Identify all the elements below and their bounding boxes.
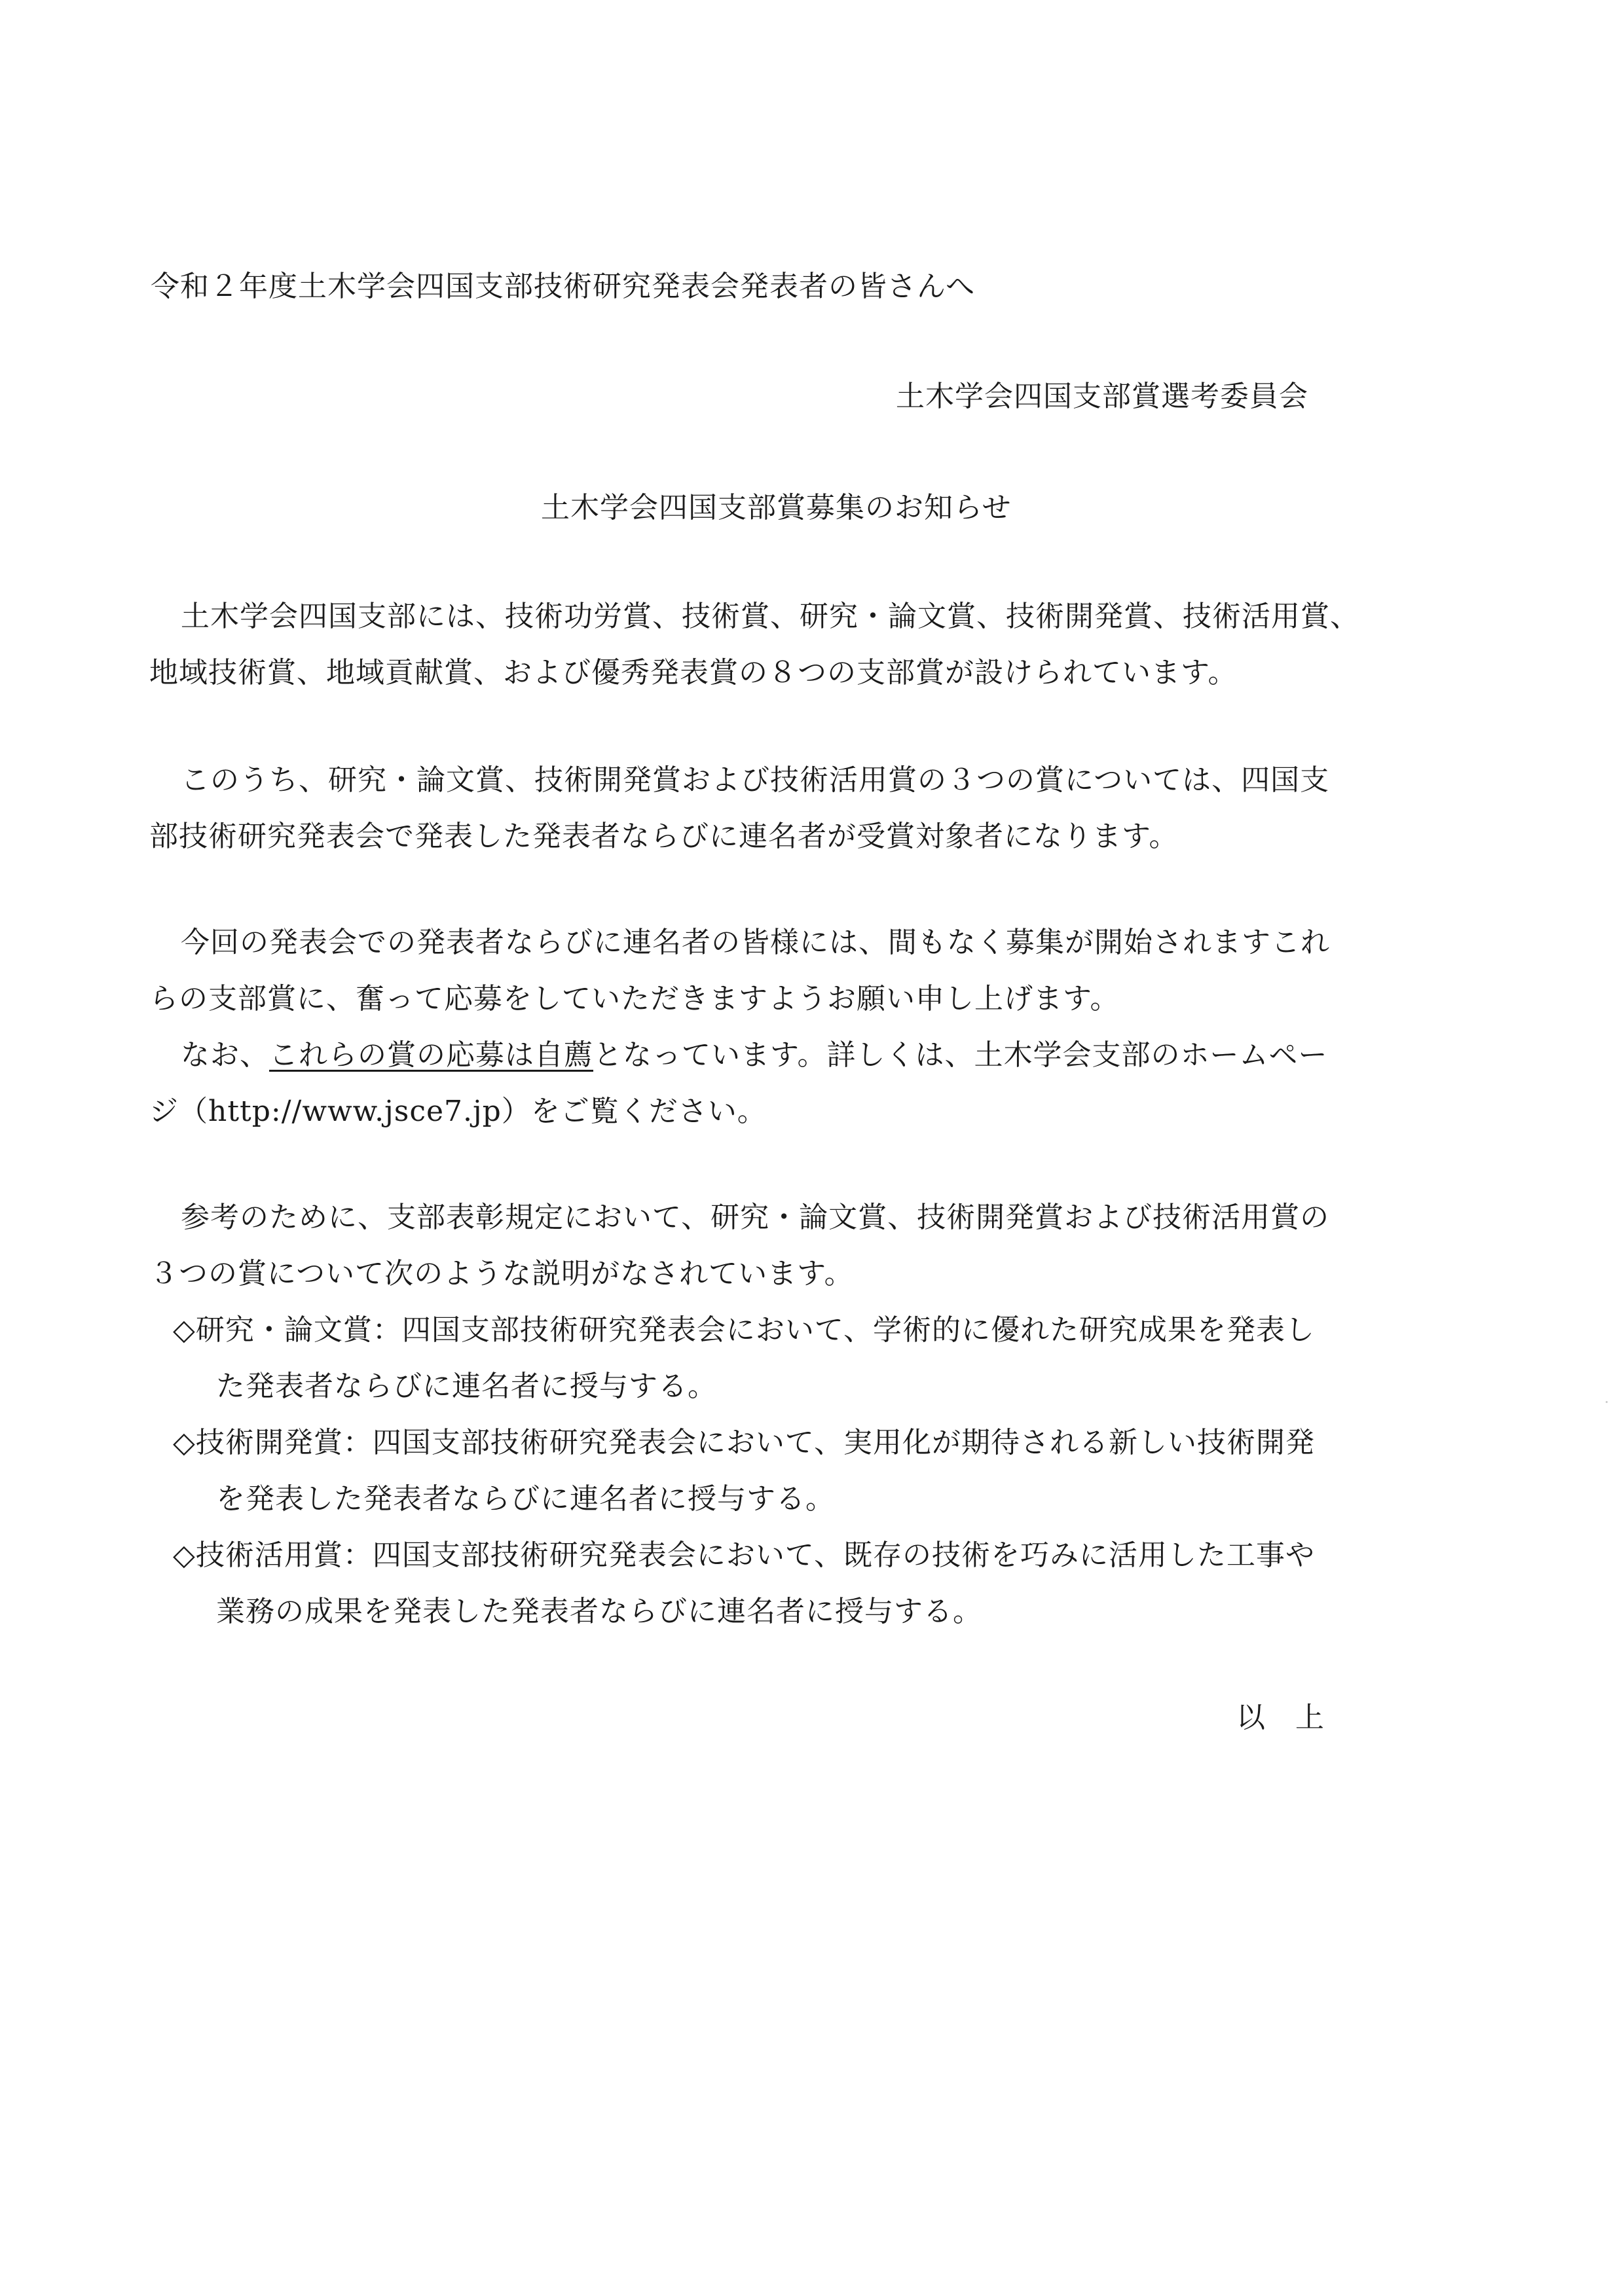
paragraph-1-line-1: 土木学会四国支部には、技術功労賞、技術賞、研究・論文賞、技術開発賞、技術活用賞、 bbox=[181, 600, 1359, 633]
closing-mark: 以 上 bbox=[1236, 1701, 1325, 1734]
award-3-line-1: ◇技術活用賞：四国支部技術研究発表会において、既存の技術を巧みに活用した工事や bbox=[173, 1539, 1315, 1572]
addressee-line: 令和２年度土木学会四国支部技術研究発表会発表者の皆さんへ bbox=[151, 270, 976, 303]
paragraph-4-prefix: なお、 bbox=[181, 1038, 269, 1072]
award-2-line-1: ◇技術開発賞：四国支部技術研究発表会において、実用化が期待される新しい技術開発 bbox=[173, 1426, 1315, 1459]
paragraph-5-line-1: 参考のために、支部表彰規定において、研究・論文賞、技術開発賞および技術活用賞の bbox=[181, 1201, 1330, 1234]
award-3-line-2: 業務の成果を発表した発表者ならびに連名者に授与する。 bbox=[216, 1595, 982, 1628]
paragraph-4-line-1 bbox=[181, 1036, 1327, 1075]
paragraph-1-line-2: 地域技術賞、地域貢献賞、および優秀発表賞の８つの支部賞が設けられています。 bbox=[149, 656, 1238, 689]
award-1-line-2: た発表者ならびに連名者に授与する。 bbox=[216, 1370, 717, 1403]
paragraph-3-line-1: 今回の発表会での発表者ならびに連名者の皆様には、間もなく募集が開始されますこれ bbox=[181, 926, 1330, 959]
paragraph-2-line-2: 部技術研究発表会で発表した発表者ならびに連名者が受賞対象者になります。 bbox=[149, 820, 1179, 853]
sender-line: 土木学会四国支部賞選考委員会 bbox=[896, 380, 1308, 413]
document-title: 土木学会四国支部賞募集のお知らせ bbox=[541, 491, 1012, 524]
award-2-line-2: を発表した発表者ならびに連名者に授与する。 bbox=[216, 1482, 835, 1516]
award-1-line-1: ◇研究・論文賞：四国支部技術研究発表会において、学術的に優れた研究成果を発表し bbox=[173, 1313, 1315, 1347]
paragraph-5-line-2: ３つの賞について次のような説明がなされています。 bbox=[149, 1257, 854, 1290]
self-nomination-note: これらの賞の応募は自薦 bbox=[269, 1038, 593, 1072]
paragraph-4-line-2: ジ（http://www.jsce7.jp）をご覧ください。 bbox=[149, 1095, 767, 1128]
scan-speck bbox=[1606, 1401, 1608, 1403]
paragraph-3-line-2: らの支部賞に、奮って応募をしていただきますようお願い申し上げます。 bbox=[149, 982, 1120, 1015]
paragraph-2-line-1: このうち、研究・論文賞、技術開発賞および技術活用賞の３つの賞については、四国支 bbox=[181, 763, 1330, 797]
paragraph-4-suffix: となっています。詳しくは、土木学会支部のホームペー bbox=[593, 1038, 1328, 1072]
